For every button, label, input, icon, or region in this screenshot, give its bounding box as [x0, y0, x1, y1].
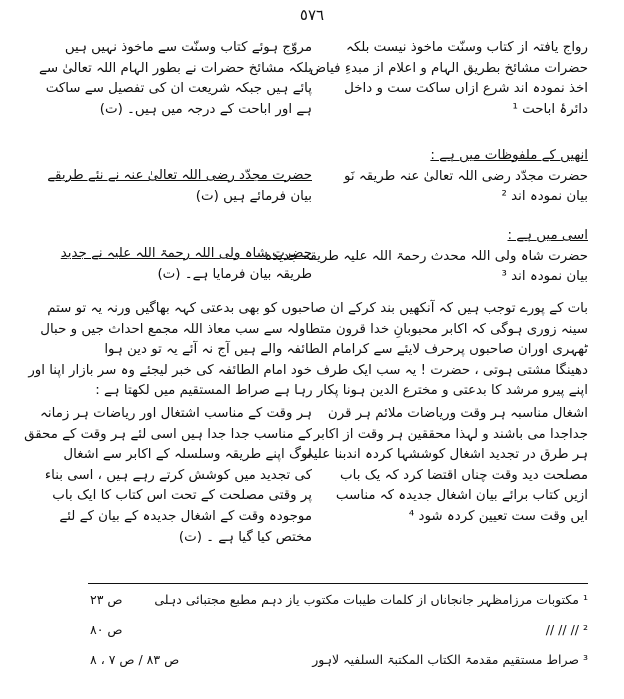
- section-heading: اسی میں ہے :: [507, 228, 588, 243]
- text-line: حضرت مجدّد رضی اللہ تعالیٰ عنہ نے نئے طریقے: [47, 168, 312, 183]
- text-line: سینہ زوری ہوگی کہ اکابر محبوبانِ خدا قرون متطاولہ سے سب معاذ اللہ مجمع احداث جیں و حبال: [40, 321, 588, 337]
- footnote-3: ³ صراط مستقیم مقدمۃ الکتاب المکتبۃ السلفیہ لاہور: [312, 652, 588, 667]
- text-line: پر وقتی مصلحت کے تحت اس کتاب کا ایک باب: [52, 488, 312, 504]
- footnote-2-page: ص ۸۰: [90, 622, 123, 637]
- text-line: ہر وقت کے مناسب اشتغال اور ریاضات ہر زمانہ: [40, 406, 312, 421]
- text-line: لوگ اپنے طریقہ وسلسلہ کے اکابر سے اشغال: [63, 447, 312, 463]
- text-line: ازیں کتاب برائے بیان اشغال جدیدہ کہ مناسب: [335, 488, 588, 504]
- text-line: ٹھہری اوران صاحبوں پرحرف لایئے سے کرامام الطائفہ والے ہیں آج نہ آئے یہ تو دین ہوا: [104, 342, 588, 358]
- text-line: طریقہ بیان فرمایا ہے۔ (ت): [157, 266, 312, 282]
- text-line: مختص کیا گیا ہے ۔ (ت): [178, 529, 312, 545]
- text-line: حضرت شاہ ولی اللہ رحمۃ اللہ علیہ نے جدید: [60, 246, 312, 261]
- text-line: مروّج ہوئے کتاب وسنّت سے ماخوذ نہیں ہیں: [64, 40, 312, 55]
- text-line: ہر طرق در تجدید اشغال کوششہا کردہ اندبنا علیہ: [305, 447, 588, 463]
- footnote-3-page: ص ۸۳ / ص ۷ ، ۸: [90, 652, 180, 667]
- text-line: ہے اور اباحت کے درجہ میں ہیں۔ (ت): [99, 101, 312, 117]
- footnote-divider: [88, 583, 588, 584]
- text-line: جداجدا می باشند و لہذا محققین ہر وقت از اکابر: [313, 426, 588, 442]
- text-line: بیان نمودہ اند ³: [501, 269, 588, 285]
- text-line: حضرت شاہ ولی اللہ محدث رحمۃ اللہ علیہ طریقہ جدیدہ: [264, 248, 588, 264]
- footnote-1-page: ص ۲۳: [90, 592, 123, 607]
- text-line: دائرۂ اباحت ¹: [512, 101, 588, 117]
- quote-right-block-2: [318, 146, 588, 208]
- page-number: ٥٧٦: [299, 6, 325, 24]
- footnote-2: ² // // //: [545, 622, 588, 637]
- text-line: بات کے پورے توجب ہیں کہ آنکھیں بند کرکے ان صاحبوں کو بھی بدعتی کہہ بھاگیں ورنہ یہ تو ستم: [47, 301, 588, 316]
- translation-left-block-1: [39, 38, 312, 120]
- text-line: بیان فرمائے ہیں (ت): [195, 188, 312, 204]
- text-line: دھینگا مشتی ہوتی ، حضرت ! یہ سب ایک طرف خود امام الطائفہ کی خبر لیجئے وہ سر بازار اپنا اور: [28, 362, 588, 378]
- quote-right-block-1: [309, 38, 588, 120]
- text-line: بیان نمودہ اند ²: [501, 189, 588, 205]
- footnote-1: ¹ مکتوبات مرزامظہر جانجاناں از کلمات طیبات مکتوب یاز دہم مطبع مجتبائی دہلی: [154, 592, 588, 607]
- text-line: اشغال مناسبہ ہر وقت وریاضات ملائم ہر قرن: [327, 406, 588, 421]
- translation-left-block-3: [60, 244, 312, 285]
- text-line: رواج یافتہ از کتاب وسنّت ماخوذ نیست بلکہ: [345, 40, 588, 55]
- body-paragraph: [28, 299, 588, 402]
- text-line: مصلحت دید وقت چناں اقتضا کرد کہ یک باب: [340, 467, 588, 483]
- text-line: موجودہ وقت کے اشغال جدیدہ کے بیان کے لئے: [59, 508, 312, 524]
- quote-right-block-4: [305, 404, 588, 528]
- text-line: حضرات مشائخ بطریق الہام و اعلام از مبدءِ فیاض: [309, 60, 588, 76]
- text-line: کے مناسب جدا جدا ہیں اسی لئے ہر وقت کے محقق: [24, 426, 312, 442]
- text-line: بلکہ مشائخ حضرات نے بطور الہام اللہ تعالیٰ سے: [39, 60, 312, 76]
- section-heading: انھیں کے ملفوظات میں ہے :: [430, 148, 588, 163]
- text-line: اپنے پیرو مرشد کا بدعتی و مخترع الدین ہونا پکار رہا ہے صراط المستقیم میں لکھتا ہے :: [95, 383, 588, 399]
- translation-left-block-2: [47, 166, 312, 207]
- text-line: حضرت مجدّد رضی اللہ تعالیٰ عنہ طریقہ نَو: [344, 168, 588, 184]
- text-line: ایں وقت ست تعیین کردہ شود ⁴: [408, 508, 588, 524]
- translation-left-block-4: [24, 404, 312, 548]
- text-line: کی تجدید میں کوشش کرتے رہے ہیں ، اسی بناء: [44, 467, 312, 483]
- quote-right-block-3: [264, 226, 588, 288]
- text-line: اخذ نمودہ اند شرع ازاں ساکت ست و داخل: [344, 81, 588, 97]
- text-line: پائے ہیں جبکہ شریعت ان کی تفصیل سے ساکت: [45, 81, 312, 97]
